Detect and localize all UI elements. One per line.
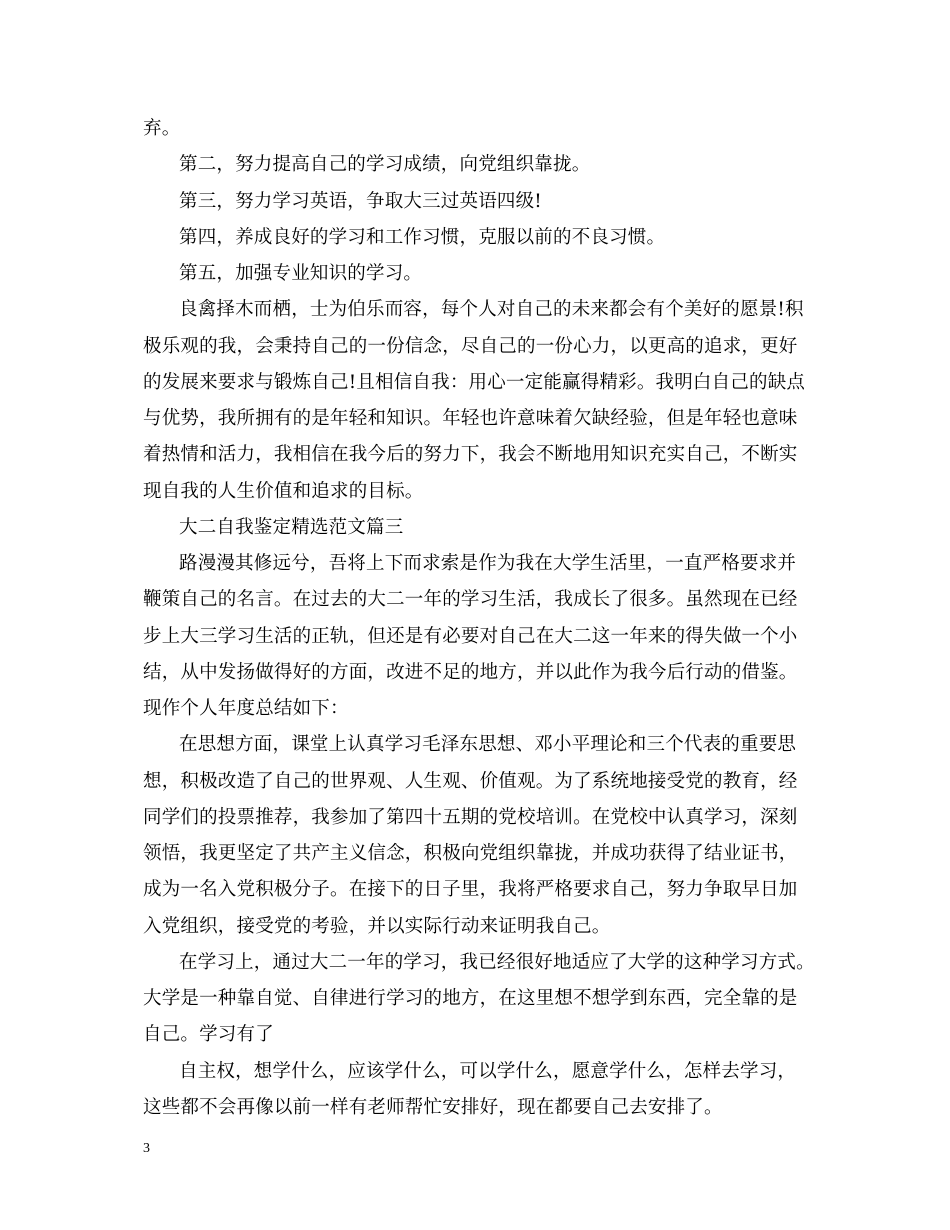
text-line: 这些都不会再像以前一样有老师帮忙安排好，现在都要自己去安排了。: [143, 1096, 723, 1118]
text-line: 第四，养成良好的学习和工作习惯，克服以前的不良习惯。: [179, 226, 666, 248]
text-line: 想，积极改造了自己的世界观、人生观、价值观。为了系统地接受党的教育，经: [143, 770, 798, 792]
text-line: 自主权，想学什么，应该学什么，可以学什么，愿意学什么，怎样去学习，: [179, 1060, 797, 1082]
text-line: 着热情和活力，我相信在我今后的努力下，我会不断地用知识充实自己，不断实: [143, 444, 798, 466]
text-line: 良禽择木而栖，士为伯乐而容，每个人对自己的未来都会有个美好的愿景!积: [179, 299, 804, 321]
page-number: 3: [143, 1141, 150, 1156]
text-line: 与优势，我所拥有的是年轻和知识。年轻也许意味着欠缺经验，但是年轻也意味: [143, 408, 798, 429]
text-line: 现自我的人生价值和追求的目标。: [143, 480, 424, 502]
text-line: 第三，努力学习英语，争取大三过英语四级!: [179, 190, 542, 212]
text-line: 鞭策自己的名言。在过去的大二一年的学习生活，我成长了很多。虽然现在已经: [143, 589, 798, 611]
text-line: 第二，努力提高自己的学习成绩，向党组织靠拢。: [179, 154, 591, 176]
text-line: 同学们的投票推荐，我参加了第四十五期的党校培训。在党校中认真学习，深刻: [143, 806, 798, 828]
text-line: 结，从中发扬做得好的方面，改进不足的地方，并以此作为我今后行动的借鉴。: [143, 661, 798, 683]
text-line: 大二自我鉴定精选范文篇三: [179, 516, 404, 538]
text-line: 第五，加强专业知识的学习。: [179, 263, 423, 284]
text-line: 极乐观的我，会秉持自己的一份信念，尽自己的一份心力，以更高的追求，更好: [143, 335, 798, 357]
text-line: 在学习上，通过大二一年的学习，我已经很好地适应了大学的这种学习方式。: [179, 951, 815, 973]
text-line: 在思想方面，课堂上认真学习毛泽东思想、邓小平理论和三个代表的重要思: [179, 734, 797, 756]
text-line: 入党组织，接受党的考验，并以实际行动来证明我自己。: [143, 915, 611, 937]
text-line: 领悟，我更坚定了共产主义信念，积极向党组织靠拢，并成功获得了结业证书，: [143, 843, 798, 864]
text-line: 步上大三学习生活的正轨，但还是有必要对自己在大二这一年来的得失做一个小: [143, 625, 798, 647]
text-line: 路漫漫其修远兮，吾将上下而求索是作为我在大学生活里，一直严格要求并: [179, 553, 797, 574]
text-line: 现作个人年度总结如下：: [143, 698, 349, 719]
text-line: 自己。学习有了: [143, 1024, 274, 1046]
text-line: 大学是一种靠自觉、自律进行学习的地方，在这里想不想学到东西，完全靠的是: [143, 988, 798, 1009]
text-line: 的发展来要求与锻炼自己!且相信自我：用心一定能赢得精彩。我明白自己的缺点: [143, 371, 806, 393]
text-line: 成为一名入党积极分子。在接下的日子里，我将严格要求自己，努力争取早日加: [143, 879, 798, 901]
text-line: 弃。: [143, 118, 181, 139]
